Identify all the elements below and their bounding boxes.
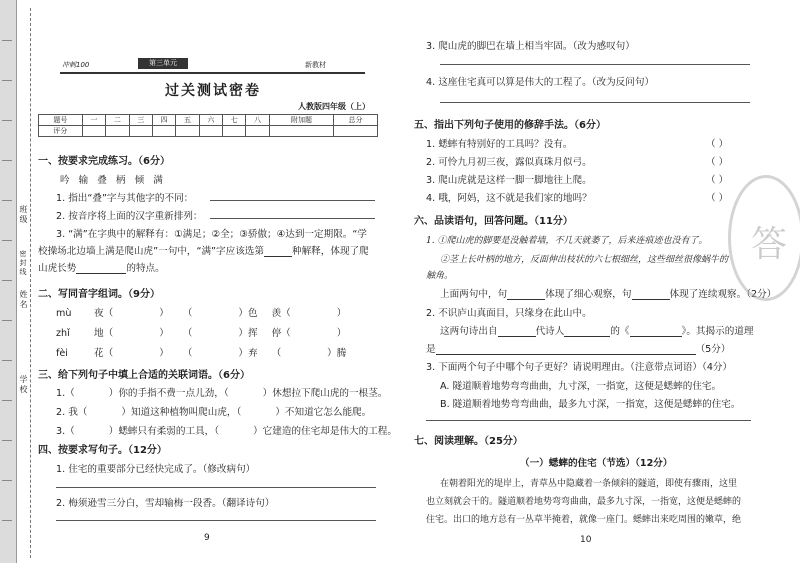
section-6-title: 六、品读语句，回答问题。（11分） [414, 216, 573, 227]
q6-3: 3. 下面两个句子中哪个句子更好？请说明理由。（注意带点词语）（4分） [426, 362, 733, 373]
q1-3-line1: 3. “满”在字典中的解释有：①满足；②全；③骄傲；④达到一定期限。“学 [56, 229, 367, 240]
q1-1: 1. 指出“叠”字与其他字的不同： [56, 193, 194, 204]
option-a: A. 隧道顺着地势弯弯曲曲，九寸深，一指宽，这便是蟋蟀的住宅。 [440, 381, 722, 392]
section-7-title: 七、阅读理解。（25分） [414, 436, 523, 447]
watermark-stamp: 答 [728, 175, 800, 301]
page-number-right: 10 [580, 535, 592, 545]
q3-1: 1.（ ）你的手指不费一点儿劲，（ ）休想拉下爬山虎的一根茎。 [56, 388, 388, 399]
q1-3-line3: 山虎长势 的特点。 [38, 263, 165, 274]
q6-2-reason: 是 （5分） [426, 344, 731, 355]
word-list: 吟 输 叠 柄 倾 满 [60, 175, 166, 186]
q1-2: 2. 按音序将上面的汉字重新排列： [56, 211, 203, 222]
page-number-left: 9 [204, 533, 210, 543]
q1-3-line2: 校操场北边墙上满是爬山虎”一句中，“满”字应该选第 种解释，体现了爬 [38, 246, 369, 257]
reading-line-1: 在朝着阳光的堤岸上，青草丛中隐藏着一条倾斜的隧道，即使有骤雨，这里 [440, 479, 738, 489]
name-label: 姓名 [19, 290, 28, 310]
option-b: B. 隧道顺着地势弯弯曲曲，最多九寸深，一指宽，这便是蟋蟀的住宅。 [440, 399, 741, 410]
q4-1: 1. 住宅的重要部分已经快完成了。（修改病句） [56, 464, 256, 475]
seal-line-label: 密封线 [19, 250, 27, 277]
seal-dashed-line [30, 8, 31, 558]
grade-label: 人教版四年级（上） [298, 102, 370, 111]
q-r4: 4. 这座住宅真可以算是伟大的工程了。（改为反问句） [426, 77, 655, 88]
homophone-row-3: fèi 花（ ） （ ）弃 （ ）腾 [56, 348, 347, 359]
edition-label: 新教材 [305, 61, 326, 69]
class-label: 班级 [19, 205, 28, 225]
q6-2-fill: 这两句诗出自 代诗人 的《 》。其揭示的道理 [440, 326, 754, 337]
q6-1-fill: 上面两句中，句 体现了细心观察，句 体现了连续观察。（2分） [440, 289, 777, 300]
q4-2: 2. 梅须逊雪三分白，雪却输梅一段香。（翻译诗句） [56, 498, 275, 509]
section-2-title: 二、写同音字组词。（9分） [38, 289, 160, 300]
reading-subtitle: （一）蟋蟀的住宅（节选）（12分） [520, 458, 673, 469]
homophone-row-2: zhǐ 地（ ） （ ）挥 停（ ） [56, 328, 347, 339]
rhetoric-4: 4. 哦，阿妈，这不就是我们家的地吗？ [426, 193, 592, 204]
brand-label: 冲刺100 [62, 61, 90, 69]
section-3-title: 三、给下列句子中填上合适的关联词语。（6分） [38, 370, 250, 381]
reading-line-2: 也立刻就会干的。隧道顺着地势弯弯曲曲，最多九寸深，一指宽，这便是蟋蟀的 [426, 497, 742, 507]
school-label: 学校 [19, 375, 28, 395]
section-5-title: 五、指出下列句子使用的修辞手法。（6分） [414, 120, 606, 131]
rhetoric-2: 2. 可怜九月初三夜，露似真珠月似弓。 [426, 157, 592, 168]
rhetoric-3: 3. 爬山虎就是这样一脚一脚地往上爬。 [426, 175, 592, 186]
homophone-row-1: mù 夜（ ） （ ）色 羡（ ） [56, 308, 347, 319]
section-1-title: 一、按要求完成练习。（6分） [38, 156, 170, 167]
section-4-title: 四、按要求写句子。（12分） [38, 445, 167, 456]
passage-2b: 触角。 [426, 271, 454, 281]
q3-3: 3.（ ）蟋蟀只有柔弱的工具，（ ）它建造的住宅却是伟大的工程。 [56, 426, 397, 437]
passage-1: 1. ①爬山虎的脚要是没触着墙，不几天就萎了，后来连痕迹也没有了。 [426, 236, 708, 246]
binding-strip [0, 0, 17, 563]
page-title: 过关测试密卷 [165, 83, 261, 99]
unit-badge: 第三单元 [138, 58, 188, 69]
passage-2a: ②茎上长叶柄的地方，反面伸出枝状的六七根细丝，这些细丝很像蜗牛的 [440, 255, 729, 265]
q-r3: 3. 爬山虎的脚巴在墙上相当牢固。（改为感叹句） [426, 41, 635, 52]
rhetoric-1: 1. 蟋蟀有特别好的工具吗？没有。 [426, 139, 573, 150]
score-table: 题号 一 二 三 四 五 六 七 八 附加题 总分 评分 [38, 114, 378, 137]
poem-line: 2. 不识庐山真面目，只缘身在此山中。 [426, 308, 592, 319]
q3-2: 2. 我（ ）知道这种植物叫爬山虎，（ ）不知道它怎么能爬。 [56, 407, 372, 418]
reading-line-3: 住宅。出口的地方总有一丛草半掩着，就像一座门。蟋蟀出来吃周围的嫩草，绝 [426, 515, 742, 525]
